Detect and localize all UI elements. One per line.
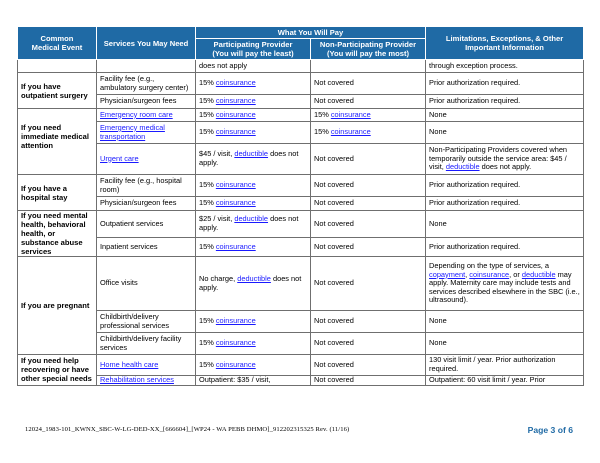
- non-participating-cost: Not covered: [311, 175, 426, 197]
- header-common-medical-event: Common Medical Event: [18, 27, 97, 60]
- participating-cost: [196, 109, 311, 122]
- limitation-text: may apply. Maternity care may include tests and services described elsewhere in the SBC (i.e., ultrasound).: [429, 269, 580, 305]
- service-name: Facility fee (e.g., hospital room): [97, 175, 196, 197]
- cost-text: does not apply.: [199, 149, 299, 167]
- limitations-text: Outpatient: 60 visit limit / year. Prior: [426, 376, 584, 386]
- event-outpatient-surgery: If you have outpatient surgery: [18, 73, 97, 109]
- coinsurance-link[interactable]: coinsurance: [215, 316, 256, 326]
- header-participating-provider: Participating Provider (You will pay the least): [196, 39, 311, 60]
- percent-text: 15%: [199, 127, 216, 137]
- participating-cost: [196, 211, 311, 238]
- continued-event-cell: [18, 60, 97, 73]
- deductible-link[interactable]: deductible: [237, 273, 271, 283]
- urgent-care-link[interactable]: Urgent care: [100, 153, 139, 163]
- header-what-you-will-pay: What You Will Pay: [196, 27, 426, 39]
- rehabilitation-services-link[interactable]: Rehabilitation services: [100, 375, 174, 385]
- participating-cost: [196, 73, 311, 95]
- coinsurance-link[interactable]: coinsurance: [215, 359, 256, 369]
- percent-text: 15%: [199, 198, 216, 208]
- table-row: [18, 144, 584, 175]
- table-row: [18, 109, 584, 122]
- non-participating-cost: Not covered: [311, 144, 426, 175]
- coinsurance-link[interactable]: coinsurance: [215, 78, 256, 88]
- participating-cost: [196, 333, 311, 355]
- limitation-text: ,: [465, 269, 470, 279]
- service-name: Childbirth/delivery facility services: [97, 333, 196, 355]
- limitations-text: through exception process.: [426, 60, 584, 73]
- event-pregnant: If you are pregnant: [18, 257, 97, 355]
- percent-text: 15%: [199, 78, 216, 88]
- limitations-text: Prior authorization required.: [426, 73, 584, 95]
- percent-text: 15%: [199, 316, 216, 326]
- percent-text: 15%: [199, 241, 216, 251]
- coinsurance-link[interactable]: coinsurance: [215, 338, 256, 348]
- percent-text: 15%: [314, 109, 331, 119]
- coinsurance-link[interactable]: coinsurance: [469, 269, 510, 279]
- service-name: Childbirth/delivery professional services: [97, 311, 196, 333]
- header-limitations: Limitations, Exceptions, & Other Important Information: [426, 27, 584, 60]
- limitations-text: [426, 257, 584, 311]
- participating-cost: [196, 122, 311, 144]
- event-mental-health: If you need mental health, behavioral health, or substance abuse services: [18, 211, 97, 257]
- emergency-room-care-link[interactable]: Emergency room care: [100, 109, 173, 119]
- coinsurance-link[interactable]: coinsurance: [215, 96, 256, 106]
- cost-text: $45 / visit,: [199, 149, 235, 159]
- limitations-text: None: [426, 211, 584, 238]
- table-row: [18, 211, 584, 238]
- table-row: [18, 257, 584, 311]
- coinsurance-link[interactable]: coinsurance: [215, 109, 256, 119]
- deductible-link[interactable]: deductible: [234, 149, 269, 159]
- limitation-text: , or: [509, 269, 522, 279]
- limitations-text: None: [426, 333, 584, 355]
- non-participating-cost: [311, 122, 426, 144]
- percent-text: 15%: [199, 109, 216, 119]
- non-participating-cost: Not covered: [311, 311, 426, 333]
- service-name: Outpatient services: [97, 211, 196, 238]
- coinsurance-link[interactable]: coinsurance: [330, 109, 371, 119]
- service-name: Physician/surgeon fees: [97, 95, 196, 109]
- table-row: [18, 95, 584, 109]
- deductible-link[interactable]: deductible: [521, 269, 556, 279]
- emergency-medical-transportation-link[interactable]: Emergency medical transportation: [100, 122, 165, 141]
- limitations-text: [426, 144, 584, 175]
- non-participating-cost: Not covered: [311, 355, 426, 376]
- cost-text: $25 / visit,: [199, 214, 235, 224]
- service-name: Inpatient services: [97, 237, 196, 256]
- event-recovering-special-needs: If you need help recovering or have other special needs: [18, 355, 97, 386]
- header-services: Services You May Need: [97, 27, 196, 60]
- non-participating-cost: [311, 109, 426, 122]
- table-row: [18, 175, 584, 197]
- limitations-text: Prior authorization required.: [426, 175, 584, 197]
- deductible-link[interactable]: deductible: [445, 162, 480, 172]
- limitation-text: Depending on the type of services, a: [429, 261, 549, 271]
- non-participating-cost: Not covered: [311, 211, 426, 238]
- non-participating-cost: Not covered: [311, 95, 426, 109]
- percent-text: 15%: [199, 96, 216, 106]
- limitations-text: 130 visit limit / year. Prior authorization required.: [426, 355, 584, 376]
- participating-cost: [196, 197, 311, 211]
- non-participating-cost: Not covered: [311, 376, 426, 386]
- percent-text: 15%: [199, 359, 216, 369]
- participating-cost: [196, 257, 311, 311]
- deductible-link[interactable]: deductible: [234, 214, 269, 224]
- participating-cost: [196, 95, 311, 109]
- limitations-text: None: [426, 311, 584, 333]
- participating-cost: [196, 237, 311, 256]
- table-row: [18, 376, 584, 386]
- limitations-text: Prior authorization required.: [426, 95, 584, 109]
- home-health-care-link[interactable]: Home health care: [100, 359, 159, 369]
- header-non-participating-provider: Non-Participating Provider (You will pay the most): [311, 39, 426, 60]
- percent-text: 15%: [199, 180, 216, 190]
- table-row: [18, 311, 584, 333]
- table-row: [18, 197, 584, 211]
- non-participating-cost: Not covered: [311, 333, 426, 355]
- cost-text: does not apply.: [199, 214, 299, 232]
- limitations-text: Prior authorization required.: [426, 197, 584, 211]
- continued-service-cell: [97, 60, 196, 73]
- event-hospital-stay: If you have a hospital stay: [18, 175, 97, 211]
- participating-cost: [196, 144, 311, 175]
- table-row: [18, 122, 584, 144]
- coinsurance-link[interactable]: coinsurance: [215, 180, 256, 190]
- coinsurance-link[interactable]: coinsurance: [215, 198, 256, 208]
- non-participating-cost: Not covered: [311, 237, 426, 256]
- event-immediate-medical-attention: If you need immediate medical attention: [18, 109, 97, 175]
- benefits-table: [17, 26, 584, 386]
- table-row: [18, 333, 584, 355]
- table-row: [18, 73, 584, 95]
- participating-cost: does not apply: [196, 60, 311, 73]
- non-participating-cost: Not covered: [311, 73, 426, 95]
- participating-cost: Outpatient: $35 / visit,: [196, 376, 311, 386]
- limitation-text: does not apply.: [479, 162, 532, 172]
- limitations-text: None: [426, 122, 584, 144]
- participating-cost: [196, 175, 311, 197]
- table-row: [18, 60, 584, 73]
- cost-text: No charge,: [199, 273, 238, 283]
- service-name: Physician/surgeon fees: [97, 197, 196, 211]
- percent-text: 15%: [199, 338, 216, 348]
- service-name: Office visits: [97, 257, 196, 311]
- table-row: [18, 355, 584, 376]
- percent-text: 15%: [314, 127, 331, 137]
- non-participating-cost: Not covered: [311, 257, 426, 311]
- page-number: Page 3 of 6: [527, 425, 573, 435]
- coinsurance-link[interactable]: coinsurance: [215, 241, 256, 251]
- non-participating-cost: Not covered: [311, 197, 426, 211]
- limitation-text: Non-Participating Providers covered when temporarily outside the service area: $45 / visit,: [429, 145, 568, 172]
- limitations-text: None: [426, 109, 584, 122]
- service-name: Facility fee (e.g., ambulatory surgery center): [97, 73, 196, 95]
- participating-cost: [196, 311, 311, 333]
- limitations-text: Prior authorization required.: [426, 237, 584, 256]
- table-row: [18, 237, 584, 256]
- copayment-link[interactable]: copayment: [429, 269, 466, 279]
- coinsurance-link[interactable]: coinsurance: [330, 127, 371, 137]
- participating-cost: [196, 355, 311, 376]
- document-code: 12024_1983-101_KWNX_SBC-W-LG-DED-XX_[666604]_[WP24 - WA PEBB DHMO]_912202315325 Rev. (11/16): [25, 426, 350, 433]
- coinsurance-link[interactable]: coinsurance: [215, 127, 256, 137]
- non-participating-cost: [311, 60, 426, 73]
- cost-text: does not apply.: [199, 273, 302, 292]
